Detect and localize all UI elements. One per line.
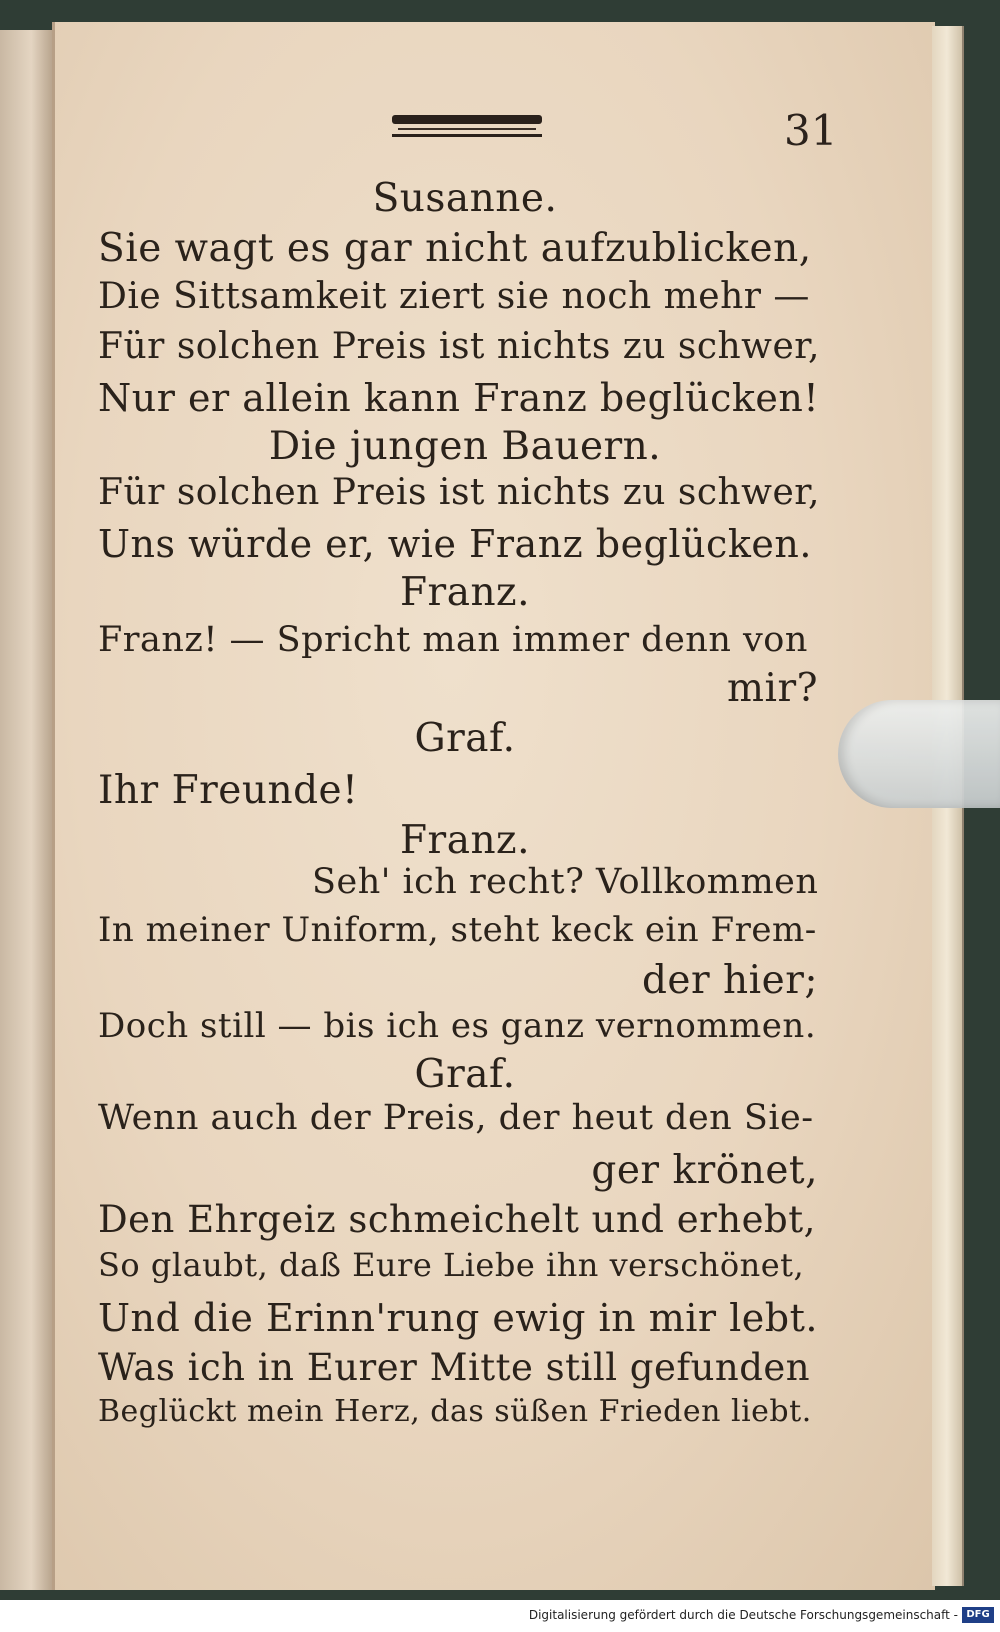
verse-line: Was ich in Eurer Mitte still gefunden — [98, 1346, 811, 1389]
verse-line: Seh' ich recht? Vollkommen — [312, 862, 819, 902]
dfg-logo: DFG — [962, 1607, 994, 1623]
ornament-rule — [392, 134, 542, 137]
verse-line: Die Sittsamkeit ziert sie noch mehr — — [98, 276, 810, 317]
verse-line: Für solchen Preis ist nichts zu schwer, — [98, 326, 820, 367]
verse-continuation: mir? — [726, 666, 818, 711]
verse-line: Sie wagt es gar nicht aufzublicken, — [98, 226, 812, 271]
verse-line: Nur er allein kann Franz beglücken! — [98, 376, 820, 420]
speaker-name: Franz. — [399, 818, 531, 863]
ornament-bar — [392, 115, 542, 124]
verse-line: Ihr Freunde! — [98, 768, 359, 813]
verse-line: Den Ehrgeiz schmeichelt und erhebt, — [98, 1198, 816, 1241]
verse-line: Und die Erinn'rung ewig in mir lebt. — [98, 1296, 818, 1340]
verse-continuation: der hier; — [641, 958, 818, 1003]
verse-line: Uns würde er, wie Franz beglücken. — [98, 522, 812, 566]
page-number: 31 — [784, 106, 838, 155]
page-clip — [838, 700, 1000, 808]
verse-line: Für solchen Preis ist nichts zu schwer, — [98, 472, 820, 513]
footer-bar — [0, 1600, 1000, 1632]
verse-line: Wenn auch der Preis, der heut den Sie- — [98, 1098, 814, 1138]
header-ornament — [392, 115, 542, 137]
speaker-name: Graf. — [414, 1052, 516, 1097]
verse-continuation: ger krönet, — [591, 1148, 818, 1193]
verse-line: Franz! — Spricht man immer denn von — [98, 620, 808, 660]
facing-page-edge — [0, 30, 52, 1590]
speaker-name: Franz. — [399, 570, 531, 615]
ornament-rule — [398, 128, 536, 130]
speaker-name: Susanne. — [372, 176, 558, 221]
speaker-name: Die jungen Bauern. — [268, 424, 662, 469]
funding-notice: Digitalisierung gefördert durch die Deutsche Forschungsgemeinschaft - — [528, 1608, 958, 1622]
verse-line: In meiner Uniform, steht keck ein Frem- — [98, 910, 817, 950]
verse-line: Beglückt mein Herz, das süßen Frieden liebt. — [98, 1394, 812, 1429]
verse-line: So glaubt, daß Eure Liebe ihn verschönet, — [98, 1246, 805, 1284]
speaker-name: Graf. — [414, 716, 516, 761]
verse-line: Doch still — bis ich es ganz vernommen. — [98, 1006, 817, 1046]
